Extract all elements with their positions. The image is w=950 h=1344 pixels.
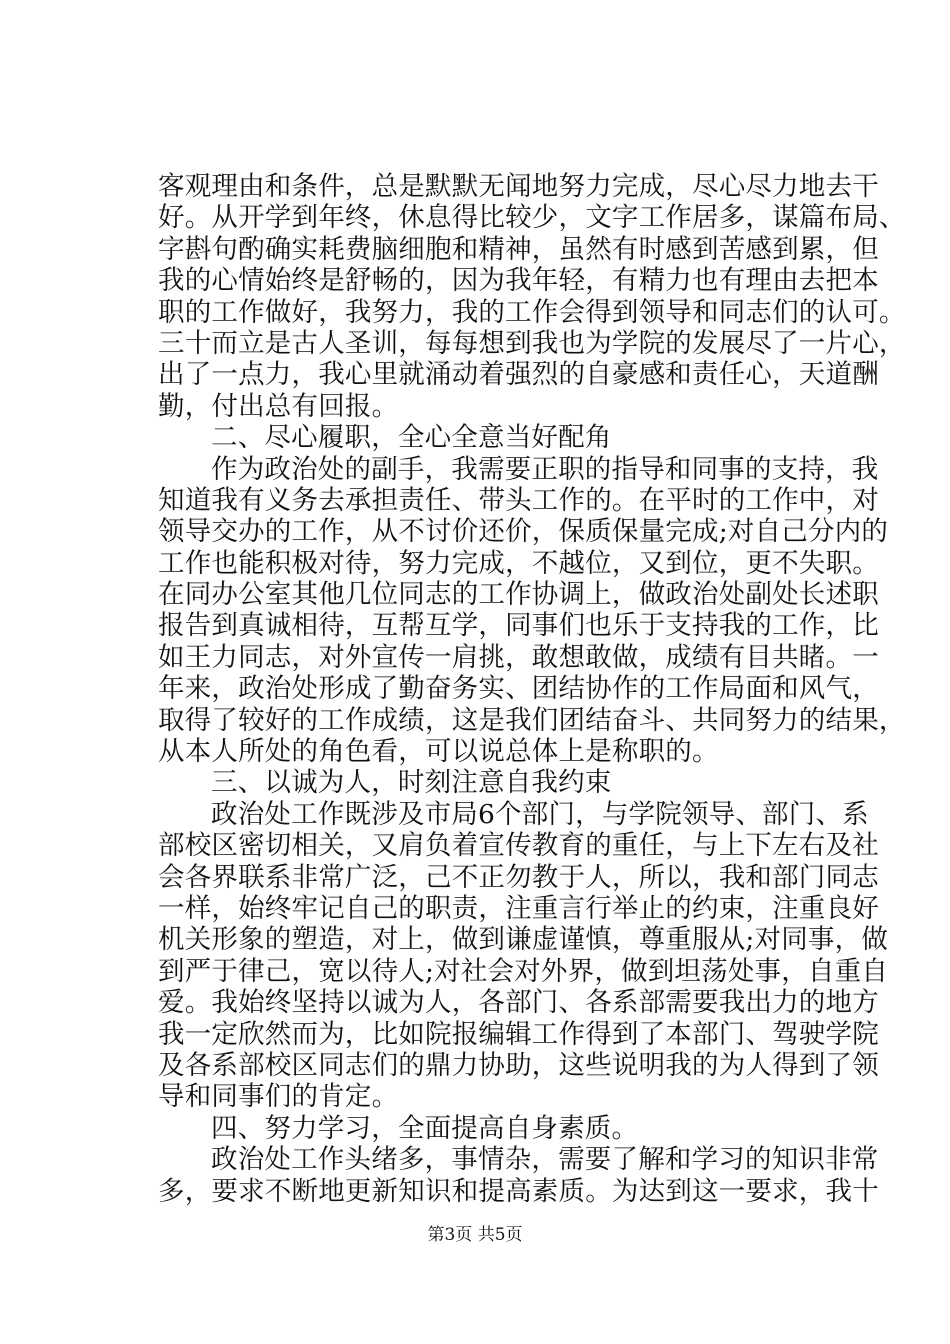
- text-line: 工作也能积极对待，努力完成，不越位，又到位，更不失职。: [158, 547, 879, 579]
- text-line: 及各系部校区同志们的鼎力协助，这些说明我的为人得到了领: [158, 1049, 879, 1081]
- text-line: 勤，付出总有回报。: [158, 390, 399, 422]
- text-line: 三十而立是古人圣训，每每想到我也为学院的发展尽了一片心，: [158, 327, 906, 359]
- text-line: 政治处工作既涉及市局6个部门，与学院领导、部门、系: [211, 798, 869, 830]
- text-line: 到严于律己，宽以待人;对社会对外界，做到坦荡处事，自重自: [158, 955, 889, 987]
- text-line: 取得了较好的工作成绩，这是我们团结奋斗、共同努力的结果，: [158, 704, 906, 736]
- text-line: 我一定欣然而为，比如院报编辑工作得到了本部门、驾驶学院: [158, 1018, 879, 1050]
- text-line: 多，要求不断地更新知识和提高素质。为达到这一要求，我十: [158, 1175, 879, 1207]
- section-heading: 二、尽心履职，全心全意当好配角: [211, 422, 612, 454]
- text-line: 导和同事们的肯定。: [158, 1081, 399, 1113]
- text-line: 我的心情始终是舒畅的，因为我年轻，有精力也有理由去把本: [158, 265, 879, 297]
- text-line: 机关形象的塑造，对上，做到谦虚谨慎，尊重服从;对同事，做: [158, 924, 889, 956]
- text-line: 字斟句酌确实耗费脑细胞和精神，虽然有时感到苦感到累，但: [158, 233, 879, 265]
- text-line: 从本人所处的角色看，可以说总体上是称职的。: [158, 736, 719, 768]
- text-line: 政治处工作头绪多，事情杂，需要了解和学习的知识非常: [211, 1144, 879, 1176]
- text-line: 作为政治处的副手，我需要正职的指导和同事的支持，我: [211, 453, 879, 485]
- text-line: 知道我有义务去承担责任、带头工作的。在平时的工作中，对: [158, 484, 879, 516]
- section-heading: 三、以诚为人，时刻注意自我约束: [211, 767, 612, 799]
- text-line: 出了一点力，我心里就涌动着强烈的自豪感和责任心，天道酬: [158, 359, 879, 391]
- text-line: 好。从开学到年终，休息得比较少，文字工作居多，谋篇布局、: [158, 202, 906, 234]
- text-line: 在同办公室其他几位同志的工作协调上，做政治处副处长述职: [158, 579, 879, 611]
- text-line: 客观理由和条件，总是默默无闻地努力完成，尽心尽力地去干: [158, 171, 879, 202]
- text-line: 年来，政治处形成了勤奋务实、团结协作的工作局面和风气，: [158, 673, 879, 705]
- page-footer: 第3页 共5页: [427, 1225, 523, 1245]
- text-line: 爱。我始终坚持以诚为人，各部门、各系部需要我出力的地方: [158, 987, 879, 1019]
- text-line: 报告到真诚相待，互帮互学，同事们也乐于支持我的工作，比: [158, 610, 879, 642]
- text-line: 部校区密切相关，又肩负着宣传教育的重任，与上下左右及社: [158, 830, 879, 862]
- body-text: [158, 171, 906, 1207]
- section-heading: 四、努力学习，全面提高自身素质。: [211, 1112, 639, 1144]
- text-line: 一样，始终牢记自己的职责，注重言行举止的约束，注重良好: [158, 892, 879, 924]
- text-line: 如王力同志，对外宣传一肩挑，敢想敢做，成绩有目共睹。一: [158, 641, 879, 673]
- text-line: 会各界联系非常广泛，己不正勿教于人，所以，我和部门同志: [158, 861, 879, 893]
- text-line: 职的工作做好，我努力，我的工作会得到领导和同志们的认可。: [158, 296, 906, 328]
- text-line: 领导交办的工作，从不讨价还价，保质保量完成;对自己分内的: [158, 516, 889, 548]
